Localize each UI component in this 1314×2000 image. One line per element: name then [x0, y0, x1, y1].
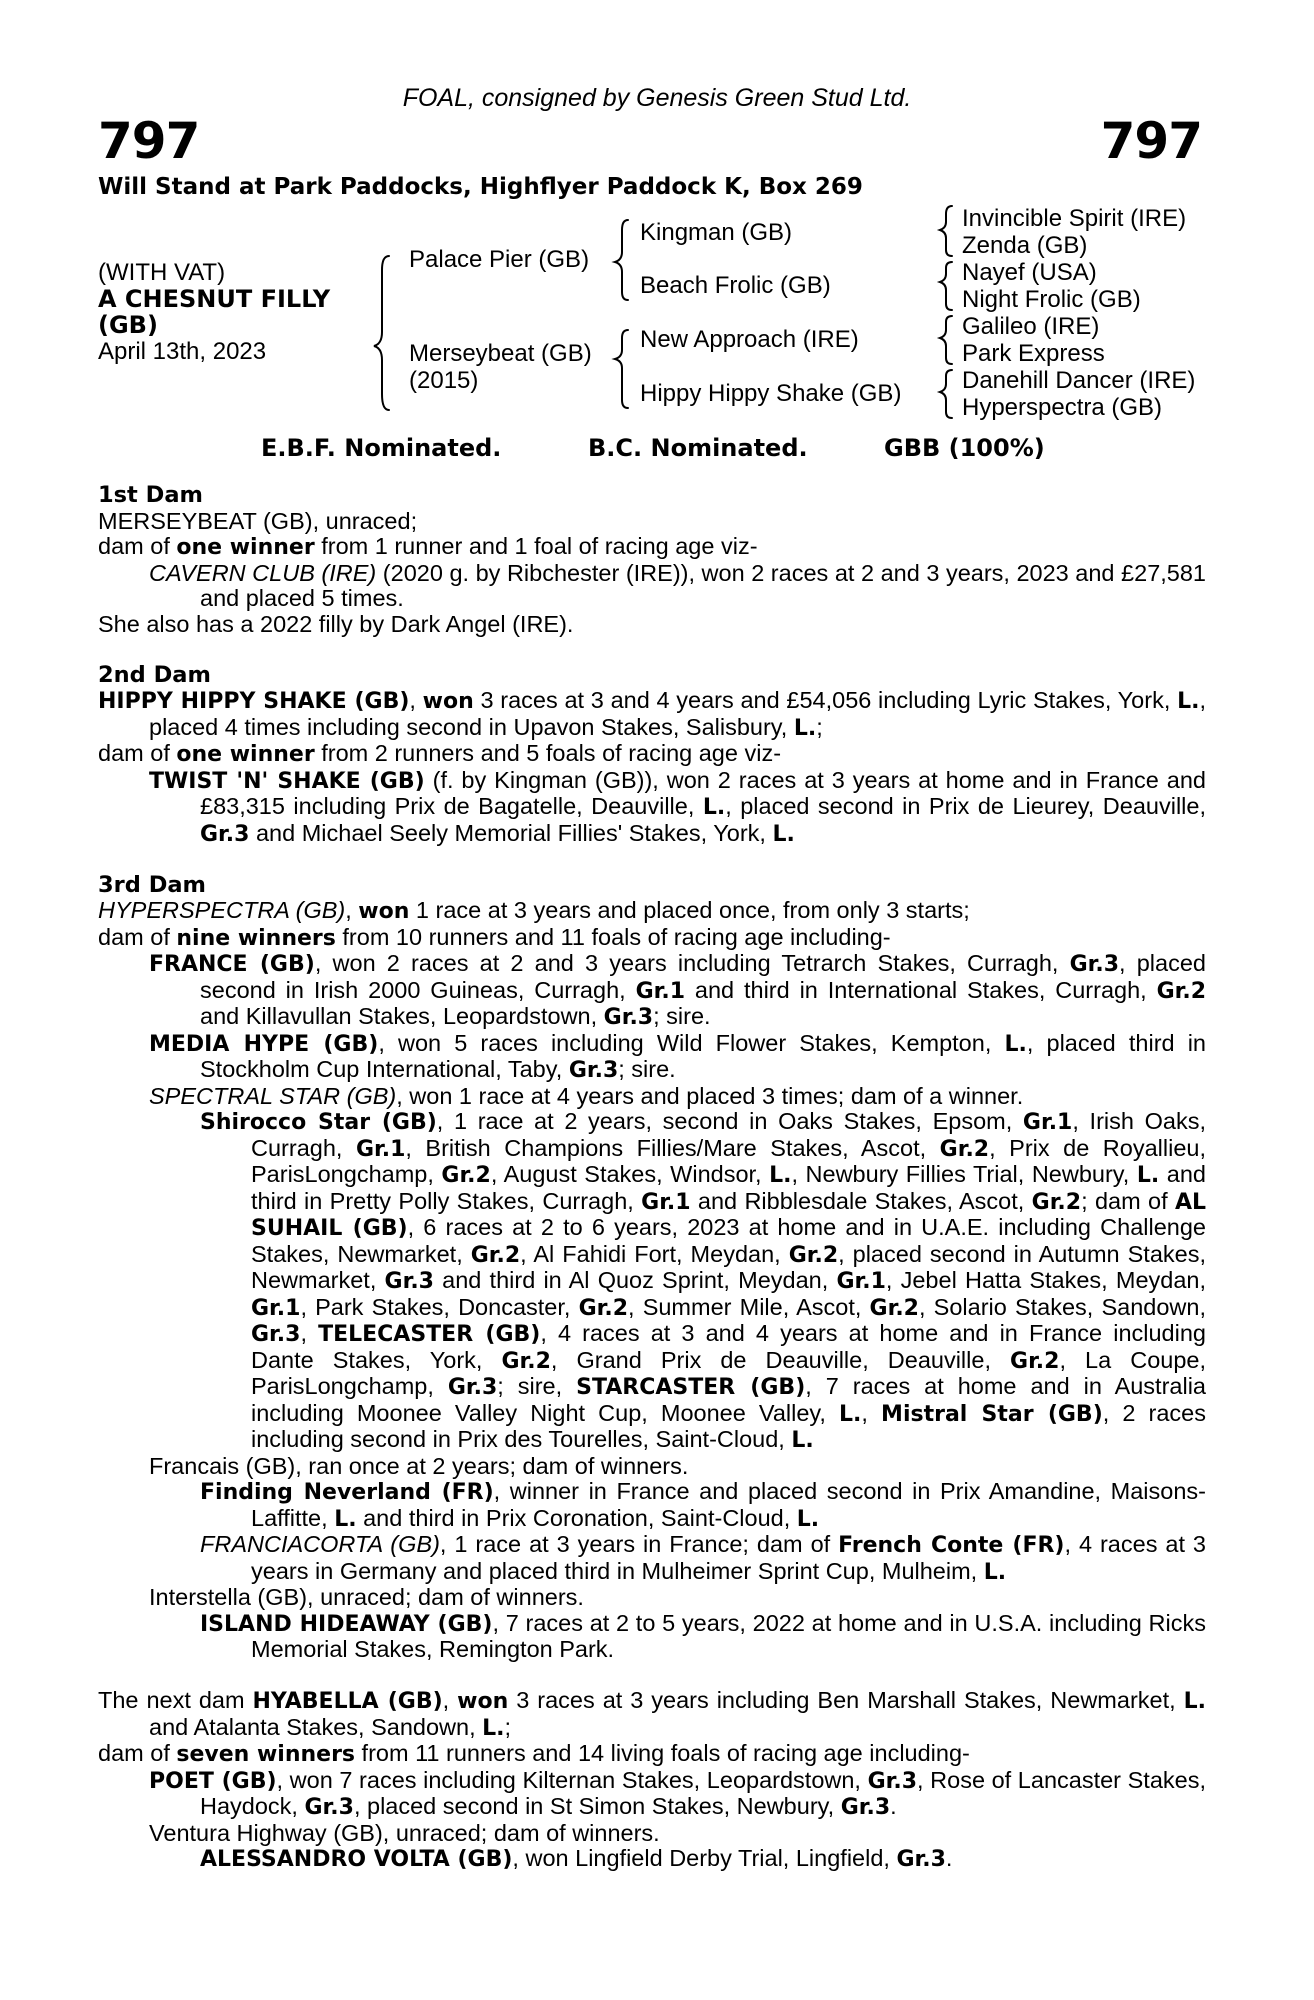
pedigree-entry	[98, 509, 1206, 535]
pedigree-entry	[98, 1031, 1206, 1084]
bold-text: Gr.2	[939, 1136, 990, 1162]
ebf-nomination: E.B.F. Nominated.	[261, 434, 502, 462]
text-run: , placed second in Autumn Stakes, Newmarket,	[251, 1240, 1206, 1293]
pedigree-entry	[98, 1585, 1206, 1611]
text-run: ;	[816, 713, 823, 740]
bold-text: Gr.3	[384, 1269, 434, 1294]
pedigree-entry	[98, 1688, 1206, 1741]
bold-text: Gr.1	[641, 1189, 691, 1215]
text-run: 1st Dam	[98, 482, 203, 508]
text-run: from 1 runner and 1 foal of racing age viz-	[314, 533, 758, 559]
text-run: dam of	[98, 740, 177, 766]
text-run: dam of	[98, 923, 177, 950]
text-run: 3 races at 3 and 4 years and £54,056 including Lyric Stakes, York,	[473, 687, 1178, 713]
pedigree-entry	[98, 534, 1206, 561]
sire-dam-sire: Nayef (USA)	[962, 259, 1097, 286]
bold-text: Gr.1	[635, 978, 685, 1004]
pedigree-entry	[98, 1846, 1206, 1873]
bold-text: MEDIA HYPE (GB)	[149, 1031, 379, 1057]
bold-text: Gr.3	[867, 1768, 918, 1794]
bold-text: STARCASTER (GB)	[576, 1375, 806, 1400]
text-run: , winner in France and placed second in Prix Amandine, Maisons-Laffitte,	[251, 1478, 1206, 1531]
bold-text: L.	[791, 1428, 814, 1453]
bold-text: Gr.1	[251, 1295, 301, 1321]
italic-text: SPECTRAL STAR (GB)	[149, 1082, 397, 1109]
catalogue-body	[98, 483, 1206, 1873]
text-run: 3rd Dam	[98, 871, 206, 898]
bold-text: Shirocco Star (GB)	[200, 1110, 437, 1135]
brace-generation-1	[374, 256, 389, 410]
bold-text: L.	[769, 1163, 792, 1188]
text-run: .	[890, 1793, 897, 1819]
bold-text: won	[358, 899, 410, 924]
text-run: ; dam of	[1081, 1187, 1175, 1214]
text-run: ,	[409, 687, 423, 713]
pedigree-entry	[98, 1768, 1206, 1821]
pedigree-entry	[98, 1084, 1206, 1110]
text-run: ,	[861, 1399, 882, 1426]
text-run: ; sire.	[653, 1003, 711, 1029]
bold-text: Finding Neverland (FR)	[200, 1480, 494, 1505]
bold-text: L.	[1183, 1689, 1207, 1714]
italic-text: FRANCIACORTA (GB)	[200, 1531, 440, 1557]
text-run: and Michael Seely Memorial Fillies' Stakes, York,	[249, 819, 773, 846]
text-run: ,	[442, 1687, 458, 1713]
brace-sire	[615, 220, 628, 300]
text-run: , La Coupe, ParisLongchamp,	[251, 1346, 1207, 1399]
pedigree-entry	[98, 612, 1206, 638]
bold-text: L.	[1136, 1163, 1160, 1188]
text-run: , 4 races at 3 years in Germany and placed third in Mulheimer Sprint Cup, Mulheim,	[251, 1531, 1207, 1584]
text-run: 1 race at 3 years and placed once, from only 3 starts;	[409, 897, 970, 923]
bold-text: Gr.3	[603, 1005, 654, 1030]
italic-text: CAVERN CLUB (IRE)	[149, 559, 377, 586]
text-run: from 2 runners and 5 foals of racing age viz-	[314, 740, 782, 766]
dam-sire: New Approach (IRE)	[640, 326, 859, 353]
italic-text: HYPERSPECTRA (GB)	[98, 897, 346, 923]
text-run: ,	[345, 897, 359, 923]
pedigree-entry	[98, 1821, 1206, 1847]
bold-text: ALESSANDRO VOLTA (GB)	[200, 1847, 513, 1872]
dam-dam-sire: Danehill Dancer (IRE)	[962, 367, 1196, 394]
text-run: ;	[504, 1713, 512, 1740]
dam: Merseybeat (GB)	[409, 340, 592, 367]
lot-number-left: 797	[98, 112, 200, 170]
text-run: , Park Stakes, Doncaster,	[300, 1293, 579, 1320]
pedigree-entry	[98, 1109, 1206, 1454]
sire-sire: Kingman (GB)	[640, 219, 793, 246]
bold-text: Gr.2	[1156, 978, 1207, 1004]
pedigree-entry	[98, 741, 1206, 768]
bold-text: HIPPY HIPPY SHAKE (GB)	[98, 689, 410, 714]
bold-text: Gr.3	[1069, 952, 1120, 977]
text-run: and Ribblesdale Stakes, Ascot,	[690, 1187, 1032, 1214]
bold-text: Gr.1	[355, 1136, 406, 1162]
text-run: , won 5 races including Wild Flower Stakes, Kempton,	[378, 1029, 1005, 1056]
bold-text: Gr.2	[501, 1348, 551, 1374]
sire-dam: Beach Frolic (GB)	[640, 272, 831, 299]
consignor-line: FOAL, consigned by Genesis Green Stud Ltd.	[402, 84, 912, 112]
subject-origin: (GB)	[98, 311, 158, 339]
bold-text: L.	[1004, 1031, 1027, 1057]
brace-kingman	[940, 206, 952, 256]
bold-text: HYABELLA (GB)	[252, 1689, 443, 1714]
bold-text: TWIST 'N' SHAKE (GB)	[149, 768, 425, 794]
bold-text: one winner	[176, 742, 315, 767]
text-run: and third in Prix Coronation, Saint-Cloud,	[356, 1504, 797, 1531]
pedigree-entry	[98, 925, 1206, 952]
dam-dam-dam: Hyperspectra (GB)	[962, 394, 1163, 421]
bold-text: POET (GB)	[149, 1768, 277, 1794]
bold-text: Gr.2	[470, 1242, 521, 1268]
subject-name: A CHESNUT FILLY	[98, 285, 331, 313]
sire-sire-sire: Invincible Spirit (IRE)	[962, 205, 1187, 232]
bold-text: Gr.2	[578, 1295, 629, 1321]
text-run: , placed second in Irish 2000 Guineas, Curragh,	[200, 950, 1206, 1003]
text-run: , placed 4 times including second in Upavon Stakes, Salisbury,	[149, 687, 1207, 740]
text-run: dam of	[98, 1740, 177, 1766]
text-run: , 6 races at 2 to 6 years, 2023 at home and in U.A.E. including Challenge Stakes, Newmarket,	[251, 1214, 1206, 1267]
pedigree-entry	[98, 1611, 1206, 1663]
paragraph-gap	[98, 637, 1206, 663]
bold-text: Gr.3	[304, 1795, 354, 1820]
bold-text: TELECASTER (GB)	[318, 1322, 541, 1347]
text-run: from 10 runners and 11 foals of racing age including-	[335, 923, 891, 950]
dam-sire-sire: Galileo (IRE)	[962, 313, 1100, 340]
text-run: , Rose of Lancaster Stakes, Haydock,	[200, 1766, 1206, 1819]
text-run: , August Stakes, Windsor,	[490, 1161, 770, 1187]
text-run: ; sire.	[618, 1056, 676, 1082]
text-run: , British Champions Fillies/Mare Stakes, Ascot,	[405, 1134, 940, 1161]
bold-text: seven winners	[176, 1742, 356, 1767]
bold-text: L.	[793, 715, 817, 741]
lot-number-right: 797	[1100, 112, 1202, 170]
pedigree-entry	[98, 951, 1206, 1031]
bold-text: Gr.1	[1022, 1110, 1073, 1135]
text-run: and Atalanta Stakes, Sandown,	[149, 1713, 483, 1740]
bold-text: Gr.2	[788, 1242, 839, 1268]
gbb-nomination: GBB (100%)	[884, 434, 1045, 462]
pedigree-entry	[98, 768, 1206, 848]
bold-text: L.	[702, 795, 726, 820]
bold-text: Gr.1	[836, 1269, 886, 1294]
section-heading	[98, 873, 1206, 899]
bold-text: Mistral Star (GB)	[881, 1401, 1103, 1427]
bold-text: Gr.3	[896, 1847, 946, 1872]
text-run: , won 2 races at 2 and 3 years including Tetrarch Stakes, Curragh,	[314, 950, 1070, 976]
pedigree-entry	[98, 1454, 1206, 1480]
text-run: , Solario Stakes, Sandown,	[918, 1293, 1206, 1320]
brace-dam	[615, 330, 628, 408]
text-run: , Grand Prix de Deauville, Deauville,	[550, 1346, 1011, 1373]
bold-text: ISLAND HIDEAWAY (GB)	[200, 1611, 493, 1637]
text-run: , won Lingfield Derby Trial, Lingfield,	[512, 1845, 897, 1871]
bold-text: Gr.3	[251, 1322, 301, 1347]
stand-location: Will Stand at Park Paddocks, Highflyer Paddock K, Box 269	[98, 174, 863, 200]
dam-sire-dam: Park Express	[962, 340, 1105, 367]
text-run: , 7 races at 2 to 5 years, 2022 at home and in U.S.A. including Ricks Memorial Stakes, Remington Park.	[251, 1609, 1206, 1662]
paragraph-gap	[98, 847, 1206, 873]
sire: Palace Pier (GB)	[409, 246, 590, 273]
text-run: , Jebel Hatta Stakes, Meydan,	[885, 1267, 1207, 1293]
bold-text: one winner	[176, 535, 315, 560]
text-run: , Al Fahidi Fort, Meydan,	[520, 1240, 789, 1267]
text-run: and Killavullan Stakes, Leopardstown,	[200, 1003, 604, 1029]
text-run: , 4 races at 3 and 4 years at home and in France including Dante Stakes, York,	[251, 1320, 1206, 1373]
foaling-date: April 13th, 2023	[98, 338, 267, 365]
text-run: , placed second in St Simon Stakes, Newbury,	[353, 1793, 841, 1819]
text-run: Ventura Highway (GB), unraced; dam of winners.	[149, 1819, 660, 1846]
bold-text: AL SUHAIL (GB)	[251, 1189, 1206, 1241]
text-run: Francais (GB), ran once at 2 years; dam of winners.	[149, 1452, 689, 1479]
text-run: , Irish Oaks, Curragh,	[251, 1108, 1206, 1161]
bold-text: Gr.2	[441, 1163, 491, 1188]
pedigree-entry	[98, 898, 1206, 925]
sire-dam-dam: Night Frolic (GB)	[962, 286, 1141, 313]
section-heading	[98, 663, 1206, 689]
text-run: 2nd Dam	[98, 661, 211, 688]
pedigree-braces	[0, 0, 1314, 440]
text-run: (f. by Kingman (GB)), won 2 races at 3 years at home and in France and £83,315 including Prix de Bagatelle, Deauville,	[200, 766, 1207, 819]
bold-text: L.	[482, 1715, 505, 1741]
text-run: She also has a 2022 filly by Dark Angel (IRE).	[98, 610, 574, 637]
pedigree-entry	[98, 1479, 1206, 1532]
bold-text: Gr.2	[869, 1295, 919, 1321]
brace-beach-frolic	[940, 262, 952, 310]
text-run: and third in International Stakes, Curragh,	[685, 976, 1157, 1003]
bold-text: L.	[796, 1506, 820, 1532]
text-run: ; sire,	[497, 1373, 577, 1399]
text-run: , won 7 races including Kilternan Stakes, Leopardstown,	[276, 1766, 868, 1793]
text-run: , placed second in Prix de Lieurey, Deauville,	[725, 793, 1206, 819]
text-run: and third in Al Quoz Sprint, Meydan,	[433, 1267, 837, 1293]
text-run: Interstella (GB), unraced; dam of winners.	[149, 1584, 584, 1610]
text-run: from 11 runners and 14 living foals of racing age including-	[355, 1740, 970, 1766]
text-run: ,	[300, 1320, 319, 1346]
sire-sire-dam: Zenda (GB)	[962, 232, 1088, 259]
text-run: (2020 g. by Ribchester (IRE)), won 2 races at 2 and 3 years, 2023 and £27,581 and placed 5 times.	[200, 559, 1206, 611]
bold-text: won	[422, 689, 474, 714]
section-heading	[98, 483, 1206, 509]
bold-text: won	[457, 1689, 509, 1714]
brace-hippy-hippy-shake	[940, 370, 952, 418]
pedigree-entry	[98, 561, 1206, 612]
bold-text: nine winners	[176, 925, 336, 951]
brace-new-approach	[940, 316, 952, 364]
bold-text: Gr.3	[447, 1375, 498, 1400]
bold-text: L.	[983, 1559, 1007, 1585]
text-run: MERSEYBEAT (GB), unraced;	[98, 507, 418, 534]
text-run: , placed third in Stockholm Cup International, Taby,	[200, 1029, 1206, 1082]
bold-text: L.	[772, 821, 795, 847]
bold-text: FRANCE (GB)	[149, 952, 315, 977]
text-run: , 1 race at 2 years, second in Oaks Stakes, Epsom,	[436, 1108, 1023, 1134]
vat-note: (WITH VAT)	[98, 259, 226, 286]
dam-dam: Hippy Hippy Shake (GB)	[640, 380, 902, 407]
paragraph-gap	[98, 1663, 1206, 1689]
bc-nomination: B.C. Nominated.	[588, 434, 808, 462]
text-run: The next dam	[98, 1687, 253, 1713]
pedigree-entry	[98, 1532, 1206, 1585]
text-run: , 7 races at home and in Australia including Moonee Valley Night Cup, Moonee Valley,	[251, 1373, 1206, 1426]
bold-text: Gr.3	[840, 1795, 891, 1820]
bold-text: French Conte (FR)	[838, 1533, 1065, 1558]
text-run: 3 races at 3 years including Ben Marshall Stakes, Newmarket,	[508, 1687, 1184, 1713]
bold-text: Gr.3	[568, 1058, 619, 1083]
text-run: and third in Pretty Polly Stakes, Curragh,	[251, 1161, 1206, 1214]
text-run: .	[945, 1845, 953, 1871]
bold-text: Gr.2	[1010, 1348, 1060, 1374]
pedigree-entry	[98, 1741, 1206, 1768]
text-run: , 1 race at 3 years in France; dam of	[439, 1531, 839, 1557]
bold-text: Gr.3	[200, 821, 250, 847]
bold-text: Gr.2	[1031, 1189, 1082, 1215]
bold-text: L.	[334, 1506, 357, 1532]
text-run: dam of	[98, 533, 177, 559]
pedigree-entry	[98, 688, 1206, 741]
text-run: , Summer Mile, Ascot,	[628, 1293, 870, 1320]
bold-text: L.	[839, 1401, 862, 1427]
text-run: , Prix de Royallieu, ParisLongchamp,	[251, 1134, 1206, 1187]
dam-year: (2015)	[409, 367, 479, 394]
text-run: , won 1 race at 4 years and placed 3 times; dam of a winner.	[396, 1082, 1024, 1109]
text-run: , Newbury Fillies Trial, Newbury,	[791, 1161, 1137, 1187]
text-run: , 2 races including second in Prix des Tourelles, Saint-Cloud,	[251, 1399, 1207, 1452]
bold-text: L.	[1177, 689, 1200, 714]
